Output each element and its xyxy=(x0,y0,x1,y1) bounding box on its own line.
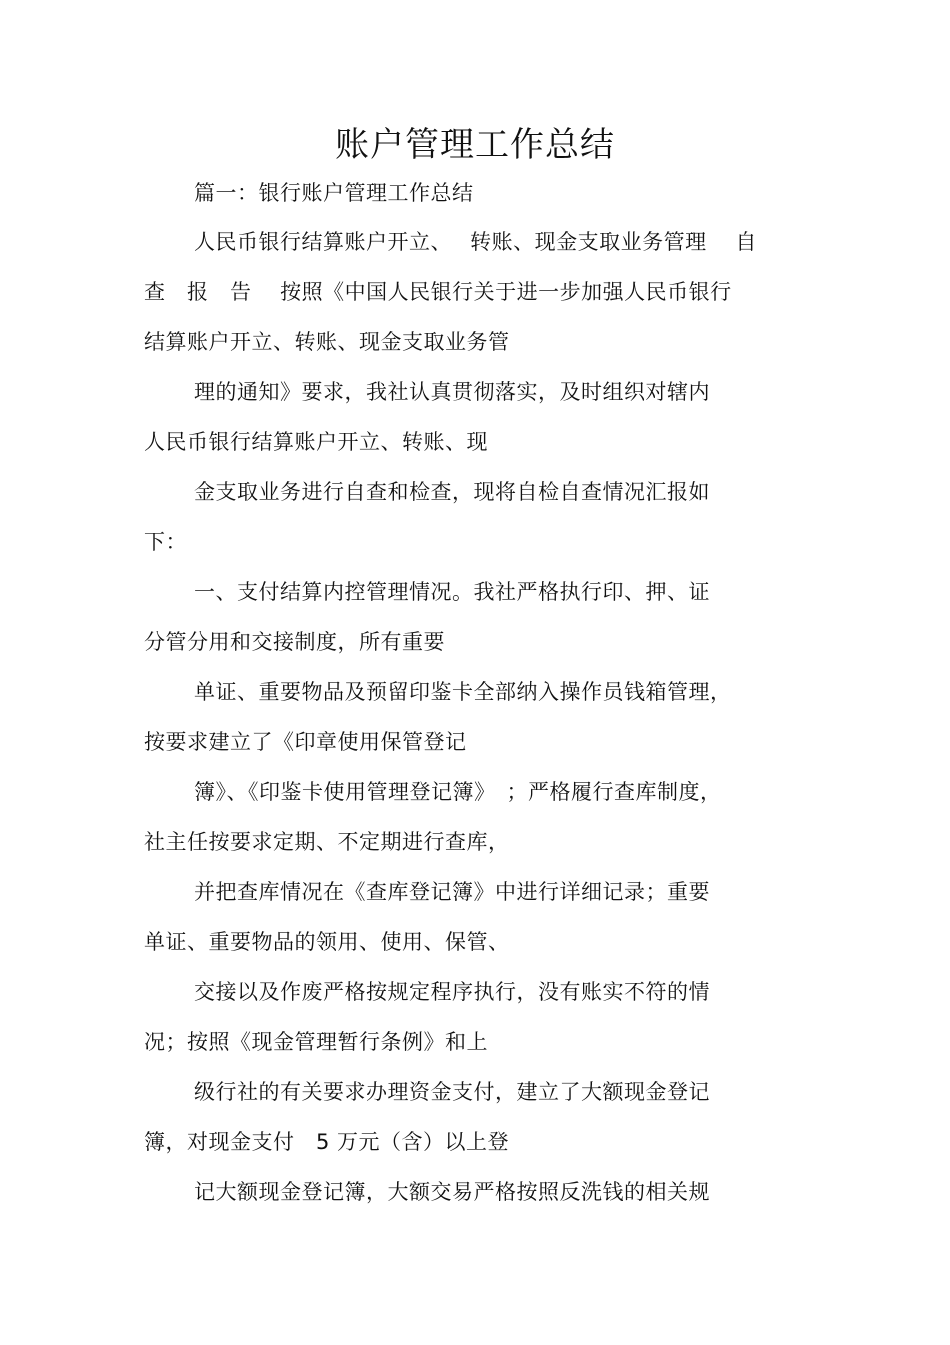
text-line: 结算账户开立、转账、现金支取业务管 xyxy=(144,330,510,354)
text-line: 并把查库情况在《查库登记簿》中进行详细记录；重要 xyxy=(194,880,710,904)
text-line: 分管分用和交接制度，所有重要 xyxy=(144,630,445,654)
text-line: 查 报 告 按照《中国人民银行关于进一步加强人民币银行 xyxy=(144,280,732,304)
text-line: 社主任按要求定期、不定期进行查库， xyxy=(144,830,510,854)
text-line: 理的通知》要求，我社认真贯彻落实，及时组织对辖内 xyxy=(194,380,710,404)
text-line: 簿》、《印鉴卡使用管理登记簿》 ；严格履行查库制度， xyxy=(194,780,722,804)
text-line: 人民币银行结算账户开立、 转账、现金支取业务管理 自 xyxy=(194,230,757,254)
text-line: 一、支付结算内控管理情况。我社严格执行印、押、证 xyxy=(194,580,710,604)
text-line: 篇一：银行账户管理工作总结 xyxy=(194,181,474,205)
text-line: 交接以及作废严格按规定程序执行，没有账实不符的情 xyxy=(194,980,710,1004)
text-line: 人民币银行结算账户开立、转账、现 xyxy=(144,430,488,454)
text-line: 按要求建立了《印章使用保管登记 xyxy=(144,730,467,754)
text-line: 记大额现金登记簿，大额交易严格按照反洗钱的相关规 xyxy=(194,1180,710,1204)
text-line: 单证、重要物品及预留印鉴卡全部纳入操作员钱箱管理， xyxy=(194,680,732,704)
text-line: 级行社的有关要求办理资金支付，建立了大额现金登记 xyxy=(194,1080,710,1104)
text-line: 簿，对现金支付 5 万元（含）以上登 xyxy=(144,1130,510,1154)
text-line: 金支取业务进行自查和检查，现将自检自查情况汇报如 xyxy=(194,480,710,504)
text-line: 单证、重要物品的领用、使用、保管、 xyxy=(144,930,510,954)
document-title: 账户管理工作总结 xyxy=(335,125,615,165)
text-line: 况；按照《现金管理暂行条例》和上 xyxy=(144,1030,488,1054)
text-line: 下： xyxy=(144,530,187,554)
